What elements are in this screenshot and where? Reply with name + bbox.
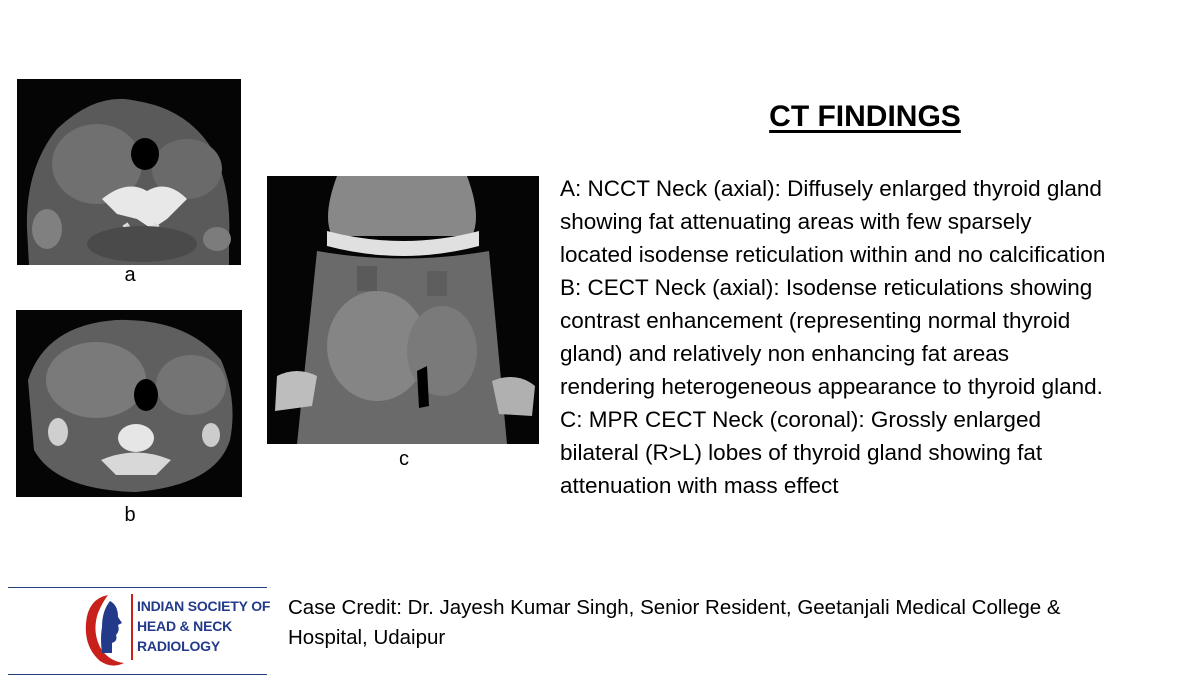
head-profile-logo-icon — [78, 591, 130, 669]
axial-ct-neck-contrast-icon — [16, 310, 242, 497]
ct-image-b — [16, 310, 242, 497]
findings-line: rendering heterogeneous appearance to thyroid gland. — [560, 374, 1103, 399]
logo-line: INDIAN SOCIETY OF — [137, 598, 271, 614]
coronal-ct-neck-icon — [267, 176, 539, 444]
ct-image-a — [17, 79, 241, 265]
findings-line: bilateral (R>L) lobes of thyroid gland showing fat — [560, 440, 1043, 465]
logo-line: HEAD & NECK — [137, 618, 233, 634]
axial-ct-neck-noncontrast-icon — [17, 79, 241, 265]
ct-image-c — [267, 176, 539, 444]
logo-line: RADIOLOGY — [137, 638, 220, 654]
caption-b: b — [124, 504, 136, 526]
society-logo — [8, 587, 271, 675]
section-title: CT FINDINGS — [769, 100, 961, 133]
findings-line: located isodense reticulation within and no calcification — [560, 242, 1106, 267]
findings-line: A: NCCT Neck (axial): Diffusely enlarged thyroid gland — [560, 176, 1102, 201]
caption-c: c — [399, 448, 409, 470]
findings-line: B: CECT Neck (axial): Isodense reticulations showing — [560, 275, 1093, 300]
findings-text — [560, 172, 1190, 502]
findings-line: C: MPR CECT Neck (coronal): Grossly enlarged — [560, 407, 1041, 432]
case-credit — [288, 593, 1188, 653]
logo-top-rule — [8, 587, 267, 588]
credit-line: Hospital, Udaipur — [288, 626, 446, 649]
logo-text — [137, 596, 270, 656]
credit-line: Case Credit: Dr. Jayesh Kumar Singh, Senior Resident, Geetanjali Medical College & — [288, 596, 1061, 619]
findings-line: gland) and relatively non enhancing fat areas — [560, 341, 1010, 366]
logo-divider — [131, 594, 133, 660]
caption-a: a — [124, 264, 136, 286]
findings-line: attenuation with mass effect — [560, 473, 839, 498]
findings-line: showing fat attenuating areas with few sparsely — [560, 209, 1032, 234]
findings-line: contrast enhancement (representing normal thyroid — [560, 308, 1071, 333]
